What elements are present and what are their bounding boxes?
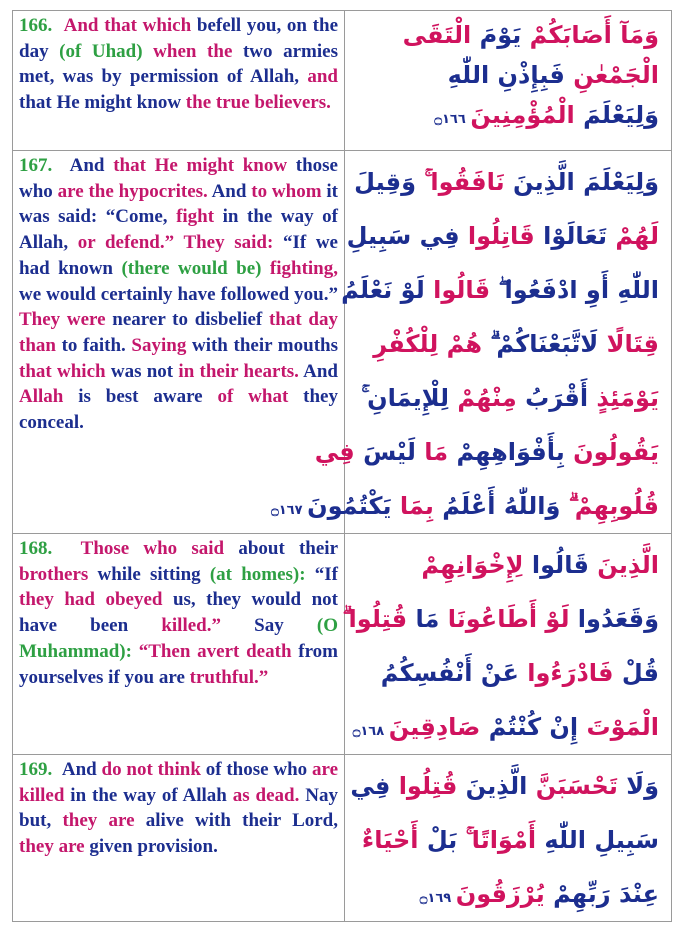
arabic-line xyxy=(355,15,659,55)
arabic-segment: بِمَا xyxy=(391,492,434,520)
translation-segment: fighting, xyxy=(261,257,338,279)
translation-segment: (at homes): xyxy=(209,563,306,585)
verse-end-marker: ۝١٦٨ xyxy=(352,724,389,739)
arabic-segment: عِنْدَ رَبِّهِمْ xyxy=(544,880,659,908)
arabic-segment: قِتَالًا xyxy=(598,330,659,358)
arabic-segment: أَقْرَبُ xyxy=(516,384,589,412)
arabic-line xyxy=(355,813,659,867)
verse-rows xyxy=(13,11,672,922)
arabic-segment: الْجَمْعٰنِ xyxy=(564,61,659,89)
verse-end-marker: ۝١٦٦ xyxy=(434,112,471,127)
arabic-segment: لِإِخْوَانِهِمْ xyxy=(421,551,524,579)
translation-segment: And xyxy=(61,759,102,780)
arabic-segment: نَافَقُوا ۚ xyxy=(424,168,505,196)
english-translation xyxy=(13,151,345,534)
arabic-segment: بِأَفْوَاهِهِمْ xyxy=(448,438,565,466)
arabic-segment: قُلُوبِهِمْ ۗ xyxy=(560,492,659,520)
verse-number: 166. xyxy=(19,15,53,36)
arabic-segment: سَبِيلِ اللّٰهِ xyxy=(536,826,659,854)
arabic-line xyxy=(355,95,659,135)
translation-segment: do not think xyxy=(101,759,201,780)
arabic-segment: وَلِيَعْلَمَ الَّذِينَ xyxy=(504,168,659,196)
arabic-segment: فِي سَبِيلِ xyxy=(346,222,460,250)
arabic-text xyxy=(342,534,672,755)
arabic-segment: عَنْ أَنْفُسِكُمُ xyxy=(380,659,519,687)
arabic-segment: فِي xyxy=(350,772,391,800)
arabic-segment: يَوْمَئِذٍ xyxy=(588,384,659,412)
arabic-segment: وَلِيَعْلَمَ xyxy=(574,101,659,129)
translation-segment: brothers xyxy=(19,563,89,585)
translation-segment: of what xyxy=(217,386,289,408)
translation-segment: those who xyxy=(19,155,338,202)
arabic-segment: لَوْ نَعْلَمُ xyxy=(341,276,425,304)
arabic-segment: قُلْ xyxy=(613,659,659,687)
translation-segment: that which xyxy=(19,360,106,382)
translation-segment: And xyxy=(69,155,114,176)
arabic-segment: أَحْيَاءٌ xyxy=(361,826,419,854)
translation-segment: to whom xyxy=(251,180,322,202)
arabic-line xyxy=(355,867,659,921)
translation-segment: they had obeyed xyxy=(19,589,163,611)
translation-segment: it was said: “Come, xyxy=(19,180,338,228)
arabic-segment: صَادِقِينَ xyxy=(388,713,481,741)
translation-segment: was not xyxy=(105,360,179,382)
arabic-line xyxy=(355,55,659,95)
translation-segment: (of Uhad) xyxy=(59,40,143,62)
translation-segment: “Then avert death xyxy=(131,640,292,662)
verse-number: 167. xyxy=(19,155,53,176)
translation-segment: killed.” xyxy=(161,615,221,637)
translation-segment: They said: xyxy=(174,232,274,254)
translation-segment: they are xyxy=(19,836,85,858)
translation-segment: we would certainly have followed you.” xyxy=(19,283,338,305)
arabic-line xyxy=(355,646,659,700)
english-translation xyxy=(13,755,345,922)
arabic-segment: الْمُؤْمِنِينَ xyxy=(470,101,575,129)
translation-segment: And xyxy=(207,180,252,202)
verse-end-marker: ۝١٦٩ xyxy=(419,891,456,906)
arabic-line xyxy=(355,155,659,209)
translation-segment: are killed xyxy=(19,759,339,806)
english-translation xyxy=(13,11,345,151)
translation-segment: nearer to disbelief xyxy=(105,309,269,331)
translation-segment: in their hearts. xyxy=(178,360,299,382)
translation-segment: (O Muhammad): xyxy=(19,615,338,662)
translation-segment: Those who said xyxy=(80,538,225,559)
translation-segment: given provision. xyxy=(84,836,218,858)
translation-segment: of those who xyxy=(200,759,312,780)
translation-segment: (there would be) xyxy=(121,257,262,279)
translation-segment: truthful.” xyxy=(189,666,269,688)
arabic-segment: وَقِيلَ xyxy=(354,168,425,196)
translation-segment: befell you, on the day xyxy=(19,15,338,62)
translation-segment: in the way of Allah, xyxy=(19,206,338,254)
english-translation xyxy=(13,534,345,755)
arabic-segment: بَلْ xyxy=(418,826,466,854)
translation-segment: while sitting xyxy=(88,563,210,585)
arabic-line xyxy=(355,317,659,371)
arabic-line xyxy=(355,538,659,592)
arabic-line xyxy=(355,371,659,425)
arabic-segment: مَا xyxy=(415,438,449,466)
arabic-segment: قَالُوا xyxy=(523,551,589,579)
verse-number: 169. xyxy=(19,759,53,780)
translation-segment: with their mouths xyxy=(186,334,338,356)
translation-segment: from yourselves if you are xyxy=(19,640,339,688)
translation-segment: about their xyxy=(224,538,339,559)
verse-row xyxy=(13,755,672,922)
verse-table xyxy=(12,10,672,922)
arabic-segment: لَاتَّبَعْنَاكُمْ ۗ xyxy=(482,330,599,358)
arabic-segment: مَا xyxy=(407,605,440,633)
arabic-segment: فِي xyxy=(314,438,355,466)
arabic-segment: يَقُولُونَ xyxy=(564,438,659,466)
arabic-segment: لَهُمْ xyxy=(606,222,659,250)
arabic-segment: تَعَالَوْا xyxy=(534,222,607,250)
arabic-segment: وَاللّٰهُ أَعْلَمُ xyxy=(433,492,561,520)
arabic-line xyxy=(271,479,659,533)
translation-segment: or defend.” xyxy=(77,232,175,254)
translation-segment: They were xyxy=(19,309,106,331)
translation-segment: are the hypocrites. xyxy=(57,180,208,202)
translation-segment: alive with their Lord, xyxy=(134,810,338,832)
arabic-segment: اللّٰهِ أَوِ ادْفَعُوا ۖ xyxy=(490,276,659,304)
translation-segment: and xyxy=(307,66,338,88)
arabic-text xyxy=(345,755,672,922)
arabic-segment: الْمَوْتَ xyxy=(578,713,659,741)
arabic-segment: لَوْ أَطَاعُونَا xyxy=(439,605,570,633)
translation-segment: in the way of Allah xyxy=(64,784,233,806)
translation-segment: that He might know xyxy=(113,155,288,176)
arabic-segment: قَاتِلُوا xyxy=(459,222,535,250)
arabic-line xyxy=(352,700,659,754)
arabic-segment: فَادْرَءُوا xyxy=(518,659,614,687)
arabic-segment: يَكْتُمُونَ xyxy=(307,492,392,520)
arabic-segment: الَّذِينَ xyxy=(457,772,528,800)
verse-number: 168. xyxy=(19,538,53,559)
arabic-line xyxy=(314,425,659,479)
arabic-segment: إِنْ كُنْتُمْ xyxy=(480,713,579,741)
translation-segment: to faith. xyxy=(55,334,132,356)
translation-segment: the true believers. xyxy=(185,92,331,114)
translation-segment: two armies met, was by permission of Allah, xyxy=(19,40,338,88)
arabic-segment: مِنْهُمْ xyxy=(449,384,517,412)
translation-segment: that day than xyxy=(19,309,338,356)
verse-row xyxy=(13,151,672,534)
arabic-segment: يَوْمَ xyxy=(471,21,522,49)
translation-segment: Allah xyxy=(19,386,64,408)
arabic-segment: أَمْوَاتًا ۚ xyxy=(465,826,537,854)
arabic-segment: قُتِلُوا ۗ xyxy=(342,605,408,633)
verse-end-marker: ۝١٦٧ xyxy=(271,503,308,518)
verse-row xyxy=(13,11,672,151)
translation-segment: And xyxy=(298,360,339,382)
arabic-segment: لَيْسَ xyxy=(354,438,416,466)
translation-segment: “If we had known xyxy=(19,232,338,279)
translation-segment: is best aware xyxy=(63,386,218,408)
arabic-line xyxy=(342,592,659,646)
translation-segment: fight xyxy=(176,206,215,228)
translation-segment: “If xyxy=(305,563,339,585)
arabic-segment: تَحْسَبَنَّ xyxy=(527,772,618,800)
arabic-line xyxy=(350,759,659,813)
verse-row xyxy=(13,534,672,755)
arabic-segment: لِلْإِيمَانِ ۚ xyxy=(361,384,450,412)
translation-segment: us, they would not have been xyxy=(19,589,338,637)
arabic-line xyxy=(341,263,659,317)
arabic-segment: الَّذِينَ xyxy=(588,551,659,579)
arabic-segment: وَمَآ أَصَابَكُمْ xyxy=(521,21,659,49)
translation-segment: that He might know xyxy=(19,92,186,114)
arabic-segment: فَبِإِذْنِ اللّٰهِ xyxy=(447,61,565,89)
arabic-segment: وَقَعَدُوا xyxy=(569,605,659,633)
translation-segment: as dead. xyxy=(232,784,300,806)
translation-segment: Say xyxy=(220,615,317,637)
arabic-text xyxy=(345,11,672,151)
translation-segment: they are xyxy=(62,810,135,832)
arabic-segment: الْتَقَى xyxy=(402,21,472,49)
translation-segment: And that which xyxy=(63,15,192,36)
translation-segment: Saying xyxy=(131,334,187,356)
arabic-segment: هُمْ لِلْكُفْرِ xyxy=(373,330,483,358)
translation-segment: Nay but, xyxy=(19,784,338,832)
arabic-segment: قَالُوا xyxy=(424,276,491,304)
translation-segment: when the xyxy=(142,40,233,62)
arabic-segment: يُرْزَقُونَ xyxy=(455,880,545,908)
arabic-segment: وَلَا xyxy=(617,772,659,800)
arabic-segment: قُتِلُوا xyxy=(390,772,458,800)
translation-segment: they conceal. xyxy=(19,386,338,434)
arabic-line xyxy=(346,209,659,263)
